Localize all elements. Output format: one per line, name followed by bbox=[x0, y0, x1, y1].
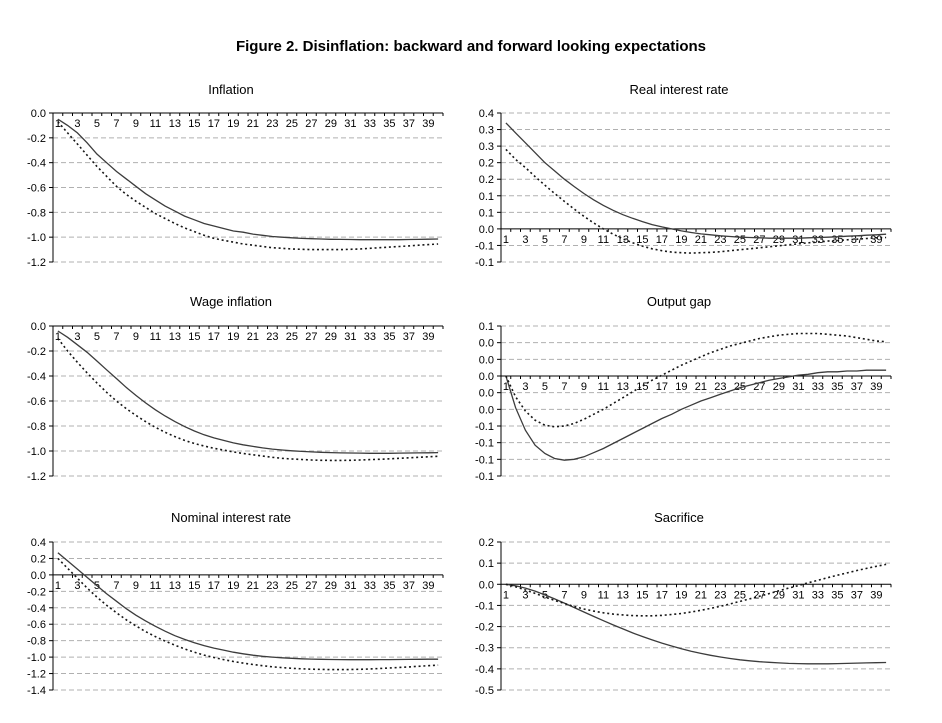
x-axis-tick-label: 25 bbox=[733, 589, 746, 602]
x-axis-tick-label: 13 bbox=[168, 331, 181, 343]
x-axis-tick-label: 25 bbox=[285, 579, 298, 592]
x-axis-tick-label: 25 bbox=[733, 381, 746, 393]
x-axis-tick-label: 39 bbox=[422, 331, 435, 343]
chart-title: Real interest rate bbox=[629, 82, 729, 97]
y-axis-tick-label: 0.0 bbox=[478, 371, 494, 383]
x-axis-tick-label: 1 bbox=[54, 118, 61, 130]
x-axis-tick-label: 23 bbox=[266, 331, 279, 343]
y-axis-tick-label: -0.2 bbox=[27, 586, 46, 599]
x-axis-tick-label: 9 bbox=[580, 233, 587, 246]
x-axis-tick-label: 37 bbox=[402, 331, 415, 343]
y-axis-tick-label: -0.4 bbox=[27, 371, 46, 383]
x-axis-tick-label: 23 bbox=[714, 381, 727, 393]
chart-wage-inflation bbox=[0, 292, 462, 497]
chart-inflation bbox=[0, 80, 462, 285]
x-axis-tick-label: 15 bbox=[188, 118, 201, 130]
x-axis-tick-label: 29 bbox=[772, 233, 785, 246]
chart-title: Wage inflation bbox=[190, 294, 272, 309]
y-axis-tick-label: -0.4 bbox=[27, 602, 46, 615]
y-axis-tick-label: -1.0 bbox=[27, 232, 46, 245]
series-solid-line bbox=[58, 119, 438, 240]
x-axis-tick-label: 9 bbox=[580, 381, 587, 393]
x-axis-tick-label: 29 bbox=[324, 331, 337, 343]
x-axis-tick-label: 33 bbox=[811, 589, 824, 602]
x-axis-tick-label: 35 bbox=[831, 233, 844, 246]
x-axis-tick-label: 19 bbox=[227, 579, 240, 592]
x-axis-tick-label: 5 bbox=[93, 118, 100, 130]
x-axis-tick-label: 7 bbox=[561, 589, 568, 602]
series-solid-line bbox=[506, 123, 886, 238]
y-axis-tick-label: -0.6 bbox=[27, 619, 46, 632]
x-axis-tick-label: 31 bbox=[344, 579, 357, 592]
y-axis-tick-label: -0.2 bbox=[27, 132, 46, 145]
y-axis-tick-label: -0.2 bbox=[475, 621, 494, 634]
x-axis-tick-label: 29 bbox=[772, 381, 785, 393]
y-axis-tick-label: -1.2 bbox=[27, 257, 46, 269]
chart-nominal-interest-rate bbox=[0, 508, 462, 713]
x-axis-tick-label: 15 bbox=[636, 381, 649, 393]
x-axis-tick-label: 17 bbox=[655, 381, 668, 393]
y-axis-tick-label: 0.1 bbox=[478, 321, 494, 333]
x-axis-tick-label: 1 bbox=[54, 331, 61, 343]
y-axis-tick-label: -0.1 bbox=[475, 454, 494, 467]
y-axis-tick-label: 0.4 bbox=[478, 108, 494, 120]
x-axis-tick-label: 5 bbox=[541, 589, 548, 602]
x-axis-tick-label: 35 bbox=[383, 118, 396, 130]
x-axis-tick-label: 13 bbox=[616, 233, 629, 246]
y-axis-tick-label: -1.4 bbox=[27, 685, 46, 697]
x-axis-tick-label: 3 bbox=[522, 381, 529, 393]
x-axis-tick-label: 1 bbox=[502, 233, 509, 246]
y-axis-tick-label: 0.0 bbox=[30, 108, 46, 120]
y-axis-tick-label: -0.1 bbox=[475, 240, 494, 253]
x-axis-tick-label: 19 bbox=[675, 381, 688, 393]
x-axis-tick-label: 7 bbox=[113, 579, 120, 592]
x-axis-tick-label: 31 bbox=[792, 233, 805, 246]
x-axis-tick-label: 27 bbox=[753, 589, 766, 602]
x-axis-tick-label: 31 bbox=[792, 589, 805, 602]
x-axis-tick-label: 23 bbox=[714, 233, 727, 246]
x-axis-tick-label: 23 bbox=[266, 579, 279, 592]
x-axis-tick-label: 11 bbox=[149, 331, 162, 343]
y-axis-tick-label: -0.5 bbox=[475, 685, 494, 697]
chart-title: Sacrifice bbox=[654, 510, 704, 525]
y-axis-tick-label: 0.2 bbox=[478, 537, 494, 549]
y-axis-tick-label: 0.3 bbox=[478, 141, 494, 154]
x-axis-tick-label: 25 bbox=[733, 233, 746, 246]
x-axis-tick-label: 27 bbox=[305, 118, 318, 130]
x-axis-tick-label: 5 bbox=[541, 233, 548, 246]
x-axis-tick-label: 31 bbox=[344, 331, 357, 343]
x-axis-tick-label: 33 bbox=[811, 233, 824, 246]
x-axis-tick-label: 35 bbox=[831, 381, 844, 393]
y-axis-tick-label: -0.4 bbox=[475, 663, 494, 676]
x-axis-tick-label: 13 bbox=[616, 381, 629, 393]
y-axis-tick-label: 0.0 bbox=[30, 569, 46, 582]
chart-real-interest-rate bbox=[448, 80, 910, 285]
x-axis-tick-label: 25 bbox=[285, 118, 298, 130]
y-axis-tick-label: -0.4 bbox=[27, 157, 46, 170]
x-axis-tick-label: 27 bbox=[305, 579, 318, 592]
x-axis-tick-label: 21 bbox=[246, 579, 259, 592]
x-axis-tick-label: 11 bbox=[149, 579, 162, 592]
x-axis-tick-label: 17 bbox=[207, 579, 220, 592]
y-axis-tick-label: -0.8 bbox=[27, 207, 46, 220]
y-axis-tick-label: 0.0 bbox=[30, 321, 46, 333]
x-axis-tick-label: 39 bbox=[870, 233, 883, 246]
x-axis-tick-label: 17 bbox=[207, 331, 220, 343]
y-axis-tick-label: 0.0 bbox=[478, 387, 494, 400]
x-axis-tick-label: 27 bbox=[753, 381, 766, 393]
x-axis-tick-label: 3 bbox=[522, 233, 529, 246]
y-axis-tick-label: 0.0 bbox=[478, 404, 494, 417]
chart-sacrifice bbox=[448, 508, 910, 713]
x-axis-tick-label: 23 bbox=[266, 118, 279, 130]
y-axis-tick-label: -1.2 bbox=[27, 471, 46, 483]
x-axis-tick-label: 11 bbox=[597, 381, 610, 393]
y-axis-tick-label: -0.1 bbox=[475, 437, 494, 450]
x-axis-tick-label: 11 bbox=[597, 233, 610, 246]
y-axis-tick-label: -0.2 bbox=[27, 346, 46, 358]
y-axis-tick-label: -0.8 bbox=[27, 635, 46, 648]
x-axis-tick-label: 39 bbox=[870, 589, 883, 602]
x-axis-tick-label: 15 bbox=[188, 579, 201, 592]
y-axis-tick-label: -1.2 bbox=[27, 668, 46, 681]
y-axis-tick-label: 0.2 bbox=[30, 553, 46, 566]
figure-title: Figure 2. Disinflation: backward and forward looking expectations bbox=[235, 38, 707, 55]
x-axis-tick-label: 15 bbox=[188, 331, 201, 343]
y-axis-tick-label: -1.0 bbox=[27, 446, 46, 458]
x-axis-tick-label: 3 bbox=[74, 118, 81, 130]
x-axis-tick-label: 35 bbox=[831, 589, 844, 602]
x-axis-tick-label: 35 bbox=[383, 579, 396, 592]
x-axis-tick-label: 13 bbox=[616, 589, 629, 602]
x-axis-tick-label: 9 bbox=[580, 589, 587, 602]
x-axis-tick-label: 1 bbox=[54, 579, 61, 592]
x-axis-tick-label: 17 bbox=[655, 233, 668, 246]
y-axis-tick-label: -0.1 bbox=[475, 471, 494, 483]
x-axis-tick-label: 1 bbox=[502, 381, 509, 393]
x-axis-tick-label: 17 bbox=[655, 589, 668, 602]
x-axis-tick-label: 37 bbox=[850, 381, 863, 393]
y-axis-tick-label: -0.1 bbox=[475, 257, 494, 269]
x-axis-tick-label: 19 bbox=[675, 233, 688, 246]
x-axis-tick-label: 19 bbox=[227, 331, 240, 343]
x-axis-tick-label: 37 bbox=[850, 589, 863, 602]
x-axis-tick-label: 19 bbox=[675, 589, 688, 602]
x-axis-tick-label: 37 bbox=[402, 118, 415, 130]
series-dotted-line bbox=[58, 122, 438, 250]
x-axis-tick-label: 29 bbox=[772, 589, 785, 602]
x-axis-tick-label: 27 bbox=[753, 233, 766, 246]
y-axis-tick-label: -0.6 bbox=[27, 396, 46, 408]
y-axis-tick-label: 0.0 bbox=[478, 579, 494, 592]
x-axis-tick-label: 9 bbox=[132, 118, 139, 130]
x-axis-tick-label: 5 bbox=[93, 331, 100, 343]
x-axis-tick-label: 23 bbox=[714, 589, 727, 602]
series-solid-line bbox=[58, 331, 438, 453]
y-axis-tick-label: 0.1 bbox=[478, 207, 494, 220]
y-axis-tick-label: -1.0 bbox=[27, 652, 46, 665]
x-axis-tick-label: 39 bbox=[422, 579, 435, 592]
x-axis-tick-label: 21 bbox=[694, 233, 707, 246]
x-axis-tick-label: 33 bbox=[363, 118, 376, 130]
chart-title: Output gap bbox=[646, 294, 712, 309]
x-axis-tick-label: 29 bbox=[324, 118, 337, 130]
x-axis-tick-label: 11 bbox=[597, 589, 610, 602]
y-axis-tick-label: -0.1 bbox=[475, 421, 494, 433]
y-axis-tick-label: 0.2 bbox=[478, 174, 494, 187]
x-axis-tick-label: 11 bbox=[149, 118, 162, 130]
x-axis-tick-label: 7 bbox=[561, 233, 568, 246]
y-axis-tick-label: 0.2 bbox=[478, 157, 494, 170]
x-axis-tick-label: 5 bbox=[541, 381, 548, 393]
x-axis-tick-label: 13 bbox=[168, 118, 181, 130]
y-axis-tick-label: 0.4 bbox=[30, 537, 46, 549]
x-axis-tick-label: 9 bbox=[132, 331, 139, 343]
series-dotted-line bbox=[58, 339, 438, 461]
y-axis-tick-label: -0.3 bbox=[475, 642, 494, 655]
y-axis-tick-label: 0.0 bbox=[478, 354, 494, 367]
series-solid-line bbox=[58, 553, 438, 660]
y-axis-tick-label: 0.1 bbox=[478, 190, 494, 203]
x-axis-tick-label: 21 bbox=[246, 331, 259, 343]
x-axis-tick-label: 7 bbox=[113, 118, 120, 130]
y-axis-tick-label: -0.1 bbox=[475, 600, 494, 613]
x-axis-tick-label: 5 bbox=[93, 579, 100, 592]
x-axis-tick-label: 3 bbox=[522, 589, 529, 602]
x-axis-tick-label: 33 bbox=[363, 579, 376, 592]
x-axis-tick-label: 39 bbox=[870, 381, 883, 393]
x-axis-tick-label: 9 bbox=[132, 579, 139, 592]
chart-title: Nominal interest rate bbox=[171, 510, 291, 525]
x-axis-tick-label: 7 bbox=[561, 381, 568, 393]
x-axis-tick-label: 33 bbox=[363, 331, 376, 343]
x-axis-tick-label: 17 bbox=[207, 118, 220, 130]
x-axis-tick-label: 3 bbox=[74, 331, 81, 343]
x-axis-tick-label: 37 bbox=[850, 233, 863, 246]
x-axis-tick-label: 31 bbox=[344, 118, 357, 130]
x-axis-tick-label: 21 bbox=[694, 589, 707, 602]
y-axis-tick-label: 0.1 bbox=[478, 558, 494, 571]
x-axis-tick-label: 29 bbox=[324, 579, 337, 592]
y-axis-tick-label: -0.6 bbox=[27, 182, 46, 195]
x-axis-tick-label: 1 bbox=[502, 589, 509, 602]
x-axis-tick-label: 25 bbox=[285, 331, 298, 343]
x-axis-tick-label: 33 bbox=[811, 381, 824, 393]
x-axis-tick-label: 21 bbox=[694, 381, 707, 393]
x-axis-tick-label: 15 bbox=[636, 233, 649, 246]
x-axis-tick-label: 13 bbox=[168, 579, 181, 592]
y-axis-tick-label: 0.3 bbox=[478, 124, 494, 137]
x-axis-tick-label: 31 bbox=[792, 381, 805, 393]
x-axis-tick-label: 35 bbox=[383, 331, 396, 343]
chart-title: Inflation bbox=[208, 82, 254, 97]
y-axis-tick-label: 0.0 bbox=[478, 223, 494, 236]
x-axis-tick-label: 7 bbox=[113, 331, 120, 343]
y-axis-tick-label: 0.0 bbox=[478, 337, 494, 350]
x-axis-tick-label: 15 bbox=[636, 589, 649, 602]
x-axis-tick-label: 27 bbox=[305, 331, 318, 343]
x-axis-tick-label: 21 bbox=[246, 118, 259, 130]
x-axis-tick-label: 37 bbox=[402, 579, 415, 592]
x-axis-tick-label: 19 bbox=[227, 118, 240, 130]
x-axis-tick-label: 39 bbox=[422, 118, 435, 130]
y-axis-tick-label: -0.8 bbox=[27, 421, 46, 433]
x-axis-tick-label: 3 bbox=[74, 579, 81, 592]
chart-output-gap bbox=[448, 292, 910, 497]
